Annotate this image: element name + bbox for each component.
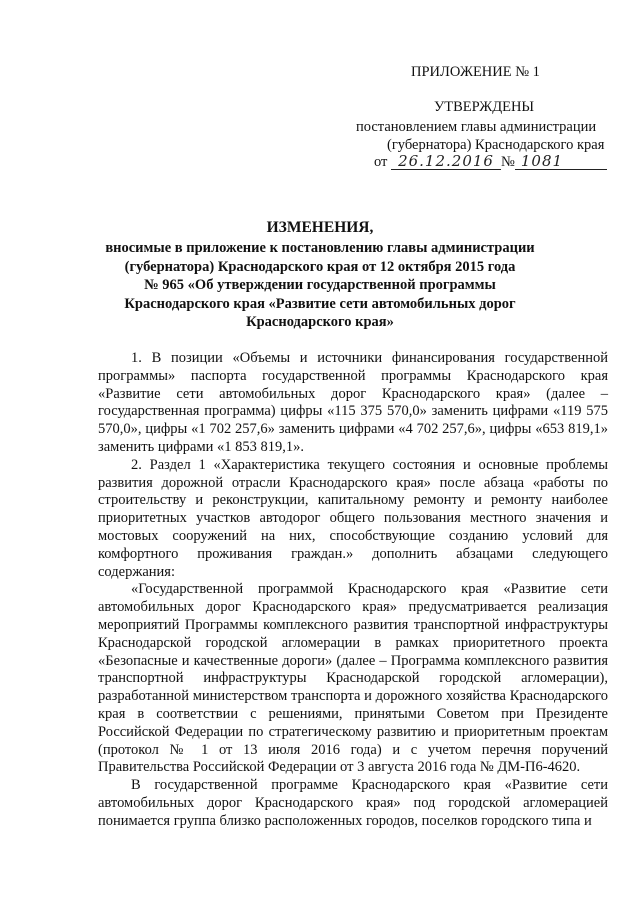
document-title [60, 218, 580, 332]
title-heading: ИЗМЕНЕНИЯ, [266, 219, 374, 236]
title-line: № 965 «Об утверждении государственной программы [144, 277, 496, 293]
body-paragraph-3: «Государственной программой Краснодарского края «Развитие сети автомобильных дорог Краснодарского края» предусматривается реализация мероприятий Программы комплексного развития транспортной инфраструктуры Краснодарской городской агломерации в рамках приоритетного проекта «Безопасные и качественные дороги» (далее – Программа комплексного развития транспортной инфраструктуры Краснодарской городской агломерации), разработанной министерством транспорта и дорожного хозяйства Краснодарского края в соответствии с решениями, принятыми Советом при Президенте Российской Федерации по стратегическому развитию и приоритетным проектам (протокол № 1 от 13 июля 2016 года) и с учетом перечня поручений Правительства Российской Федерации от 3 августа 2016 года № ДМ-П6-4620. [98, 581, 608, 776]
body-paragraph-4: В государственной программе Краснодарского края «Развитие сети автомобильных дорог Краснодарского края» под городской агломерацией понимается группа близко расположенных городов, поселков городского типа и [98, 777, 608, 829]
appendix-label: ПРИЛОЖЕНИЕ № 1 [411, 64, 540, 80]
date-prefix: от [374, 154, 388, 170]
body-paragraph-1: 1. В позиции «Объемы и источники финансирования государственной программы» паспорта государственной программы Краснодарского края «Развитие сети автомобильных дорог Краснодарского края» (далее – государственная программа) цифры «115 375 570,0» заменить цифрами «119 575 570,0», цифры «1 702 257,6» заменить цифрами «4 702 257,6», цифры «653 819,1» заменить цифрами «1 853 819,1». [98, 350, 608, 455]
date-number-line [374, 153, 607, 171]
handwritten-number: 1081 [515, 153, 607, 170]
title-line: Краснодарского края» [246, 314, 394, 330]
document-body [98, 350, 608, 831]
approved-label: УТВЕРЖДЕНЫ [434, 99, 535, 115]
decree-line-1: постановлением главы администрации [356, 119, 597, 135]
decree-line-2: (губернатора) Краснодарского края [387, 137, 605, 153]
title-line: (губернатора) Краснодарского края от 12 октября 2015 года [124, 258, 516, 275]
body-paragraph-2: 2. Раздел 1 «Характеристика текущего состояния и основные проблемы развития дорожной отрасли Краснодарского края» после абзаца «работы по строительству и реконструкции, капитальному ремонту и ремонту наиболее приоритетных участков автодорог общего пользования местного значения и мостовых сооружений на них, способствующие созданию условий для комфортного проживания граждан.» дополнить абзацами следующего содержания: [98, 456, 608, 580]
title-line: вносимые в приложение к постановлению главы администрации [105, 240, 535, 256]
title-line: Краснодарского края «Развитие сети автомобильных дорог [124, 295, 516, 312]
number-prefix: № [501, 154, 515, 170]
handwritten-date: 26.12.2016 [391, 153, 501, 170]
